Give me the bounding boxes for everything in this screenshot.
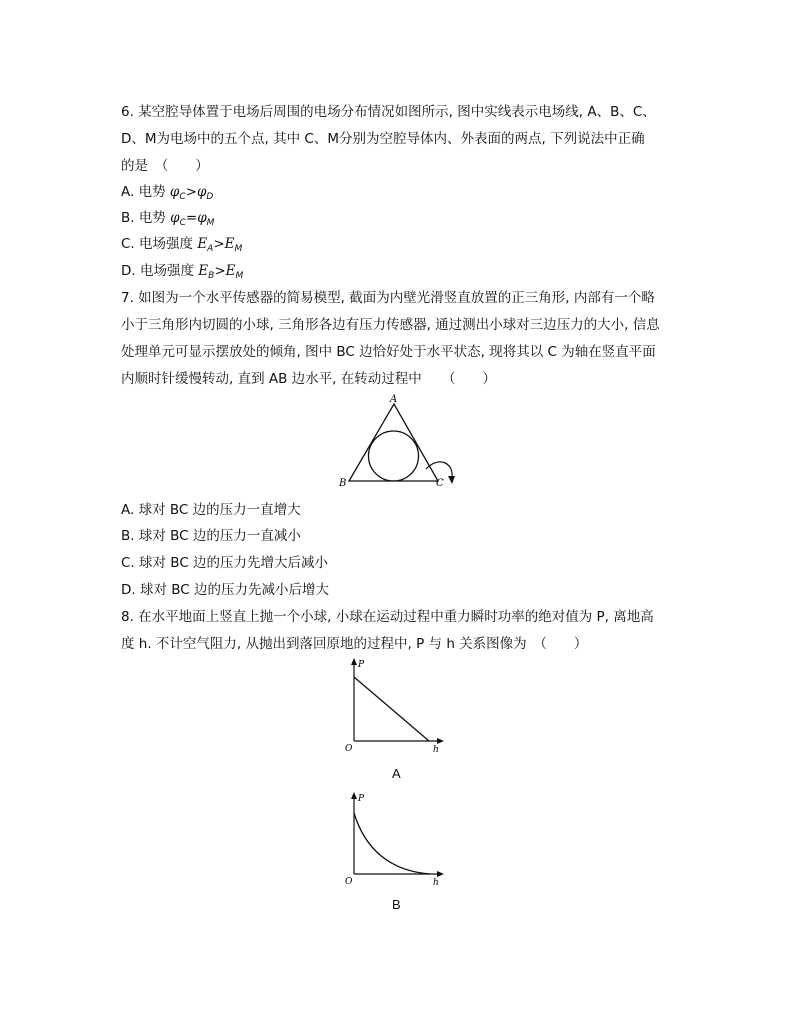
vertex-label-c: C bbox=[436, 478, 444, 489]
x-axis-arrow-icon bbox=[437, 871, 444, 877]
q6-line-2: D、M为电场中的五个点, 其中 C、M分别为空腔导体内、外表面的两点, 下列说法中正确 bbox=[121, 131, 645, 147]
q7-option-a: A. 球对 BC 边的压力一直增大 bbox=[121, 502, 301, 518]
q8-line-1: 8. 在水平地面上竖直上抛一个小球, 小球在运动过程中重力瞬时功率的绝对值为 P, 离地高 bbox=[121, 609, 654, 625]
y-axis-arrow-icon bbox=[351, 658, 357, 665]
vertex-label-b: B bbox=[339, 478, 347, 489]
q6-line-1: 6. 某空腔导体置于电场后周围的电场分布情况如图所示, 图中实线表示电场线, A、B、C、 bbox=[121, 104, 656, 120]
graph-a-x-label: h bbox=[433, 745, 439, 755]
graph-b-curve bbox=[354, 813, 430, 874]
graph-a bbox=[335, 655, 455, 755]
rotation-arrow-icon bbox=[426, 462, 452, 478]
q7-option-b: B. 球对 BC 边的压力一直减小 bbox=[121, 528, 301, 544]
graph-b-x-label: h bbox=[433, 878, 439, 888]
q6-option-b: B. 电势 $\varphi_C=\varphi_M$ bbox=[121, 210, 215, 228]
q6-line-3: 的是 （ ） bbox=[121, 158, 209, 174]
x-axis-arrow-icon bbox=[437, 738, 444, 744]
graph-b-origin: O bbox=[345, 877, 353, 887]
q6-option-a: A. 电势 $\varphi_C>\varphi_D$ bbox=[121, 184, 214, 202]
q7-option-d: D. 球对 BC 边的压力先减小后增大 bbox=[121, 582, 330, 598]
q8-line-2: 度 h. 不计空气阻力, 从抛出到落回原地的过程中, P 与 h 关系图像为 （ ） bbox=[121, 636, 588, 652]
q7-option-c: C. 球对 BC 边的压力先增大后减小 bbox=[121, 555, 329, 571]
q7-line-1: 7. 如图为一个水平传感器的简易模型, 截面为内壁光滑竖直放置的正三角形, 内部有一个略 bbox=[121, 290, 655, 306]
graph-a-caption: A bbox=[392, 766, 401, 781]
q6-option-d: D. 电场强度 $E_B>E_M$ bbox=[121, 263, 244, 281]
ball bbox=[369, 431, 419, 481]
vertex-label-a: A bbox=[390, 394, 398, 405]
graph-b-y-label: P bbox=[358, 794, 365, 804]
y-axis-arrow-icon bbox=[351, 792, 357, 799]
equilateral-triangle bbox=[349, 404, 438, 481]
graph-b-caption: B bbox=[392, 897, 401, 912]
graph-a-origin: O bbox=[345, 744, 353, 754]
triangle-sensor-figure bbox=[330, 392, 470, 492]
graph-b bbox=[335, 789, 455, 889]
q6-option-c: C. 电场强度 $E_A>E_M$ bbox=[121, 236, 243, 254]
arrow-head-icon bbox=[448, 476, 455, 484]
graph-a-y-label: P bbox=[358, 660, 365, 670]
q7-line-4: 内顺时针缓慢转动, 直到 AB 边水平, 在转动过程中 （ ） bbox=[121, 371, 496, 387]
q7-line-2: 小于三角形内切圆的小球, 三角形各边有压力传感器, 通过测出小球对三边压力的大小, 信息 bbox=[121, 317, 660, 333]
graph-a-line bbox=[354, 677, 429, 741]
q7-line-3: 处理单元可显示摆放处的倾角, 图中 BC 边恰好处于水平状态, 现将其以 C 为轴在竖直平面 bbox=[121, 344, 656, 360]
